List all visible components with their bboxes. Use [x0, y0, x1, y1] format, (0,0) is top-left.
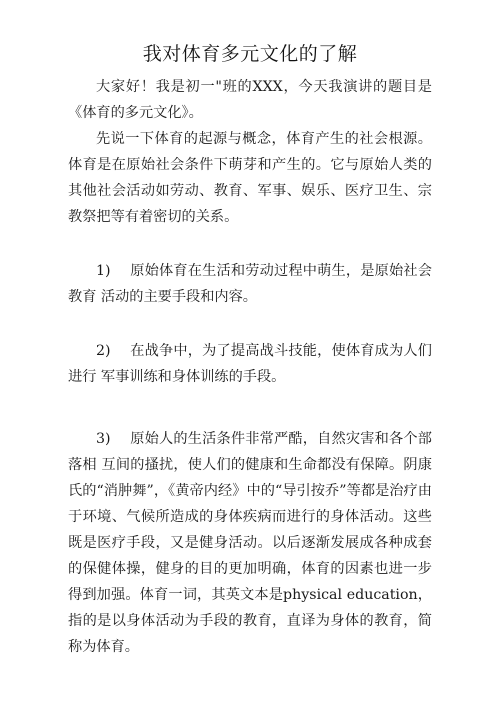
- list-item-text: 原始人的生活条件非常严酷，自然灾害和各个部落相 互间的搔扰，使人们的健康和生命都没有保障。阴康氏的“消肿舞”，《黄帝内经》中的“导引按乔”等都是治疗由于环境、气候所造成的身体疾病而进行的身体活动。这些既是医疗手段，又是健身活动。以后逐渐发展成各种成套的保健体操，健身的目的更加明确，体育的因素也进一步得到加强。体育一词，其英文本是physical education，指的是以身体活动为手段的教育，直译为身体的教育，简称为体育。: [68, 431, 432, 655]
- paragraph-greeting: 大家好！我是初一"班的XXX，今天我演讲的题目是 《体育的多元文化》。: [68, 79, 432, 121]
- list-item-3: [68, 426, 432, 660]
- list-item-text: 在战争中，为了提高战斗技能，使体育成为人们进行 军事训练和身体训练的手段。: [68, 343, 432, 385]
- document-title: 我对体育多元文化的了解: [142, 43, 358, 65]
- list-item-1: [68, 258, 432, 310]
- list-item-number: 1): [96, 263, 111, 279]
- paragraph-origin: 先说一下体育的起源与概念，体育产生的社会根源。体育是在原始社会条件下萌芽和产生的。它与原始人类的其他社会活动如劳动、教育、军事、娱乐、医疗卫生、宗教祭把等有着密切的关系。: [68, 131, 432, 225]
- list-item-number: 2): [96, 343, 111, 359]
- list-item-text: 原始体育在生活和劳动过程中萌生，是原始社会教育 活动的主要手段和内容。: [68, 263, 432, 305]
- list-item-number: 3): [96, 431, 111, 447]
- list-item-2: [68, 338, 432, 390]
